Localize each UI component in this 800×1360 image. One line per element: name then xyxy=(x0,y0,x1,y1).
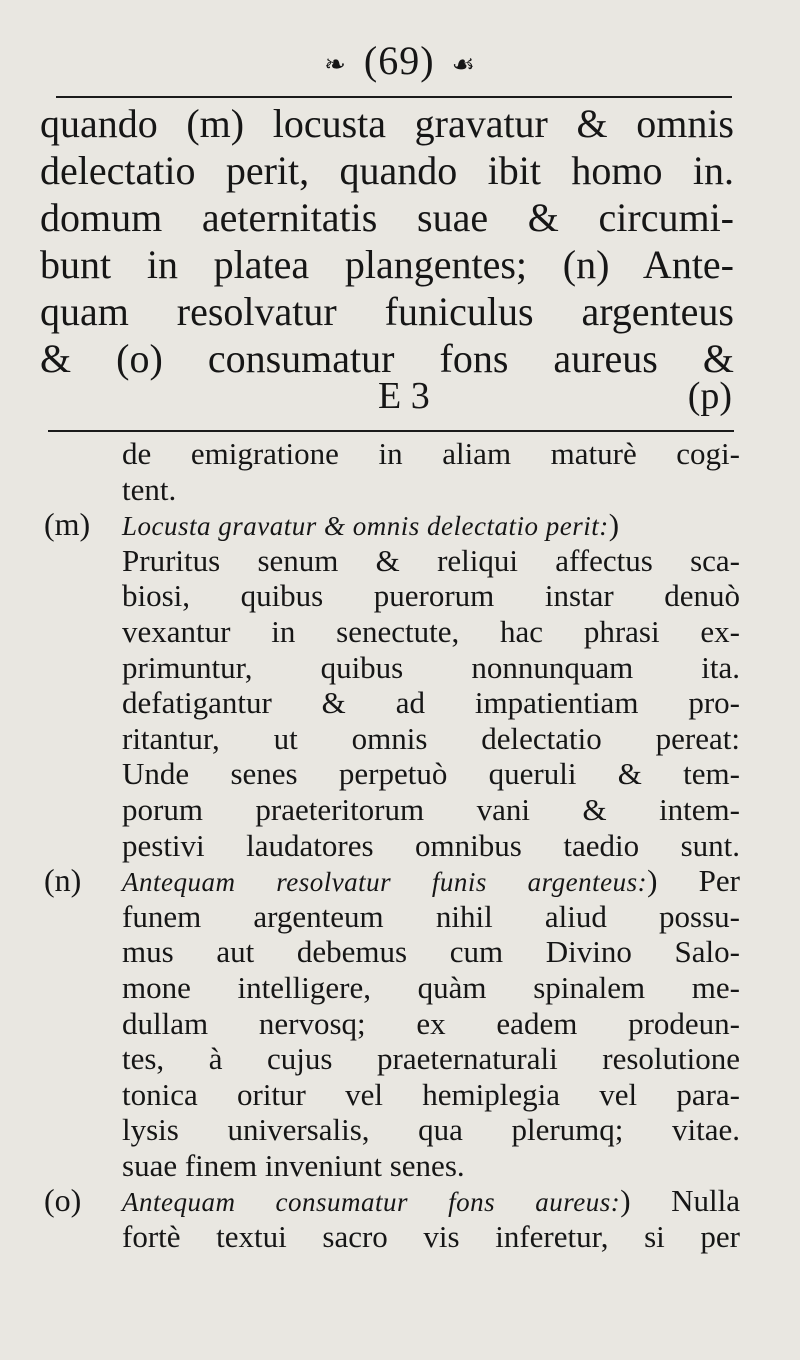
main-line: domum aeternitatis suae & circumi- xyxy=(40,195,734,240)
footnote-line: biosi, quibus puerorum instar denuò xyxy=(122,578,740,614)
footnote-line: defatigantur & ad impatientiam pro- xyxy=(122,685,740,721)
main-line: quando (m) locusta gravatur & omnis xyxy=(40,101,734,146)
page-number: (69) xyxy=(363,38,435,83)
footnote-line: lysis universalis, qua plerumq; vitae. xyxy=(122,1112,740,1148)
footnote-lemma-close: ) Nulla xyxy=(620,1183,740,1219)
main-line: quam resolvatur funiculus argenteus xyxy=(40,289,734,334)
footnote-marker: (n) xyxy=(44,862,82,899)
footnote-line: pestivi laudatores omnibus taedio sunt. xyxy=(122,827,740,863)
footnote-lemma: Locusta gravatur & omnis delectatio perit: xyxy=(122,511,609,542)
footnote-line: porum praeteritorum vani & intem- xyxy=(122,791,740,827)
footnote-marker: (o) xyxy=(44,1182,82,1219)
footnote-line: vexantur in senectute, hac phrasi ex- xyxy=(122,613,740,649)
footnote-lemma-close: ) xyxy=(608,507,620,543)
main-line: bunt in platea plangentes; (n) Ante- xyxy=(40,242,734,287)
footnote-line: mus aut debemus cum Divino Salo- xyxy=(122,934,740,970)
footnote-line: Pruritus senum & reliqui affectus sca- xyxy=(122,542,740,578)
footnote-lemma: Antequam consumatur fons aureus: xyxy=(122,1187,621,1218)
main-text xyxy=(40,100,734,382)
footnote-marker: (m) xyxy=(44,506,91,543)
footnote-line: primuntur, quibus nonnunquam ita. xyxy=(122,649,740,685)
footnote-continuation-line: de emigratione in aliam maturè cogi- xyxy=(122,436,740,471)
footnote-n xyxy=(0,863,800,1183)
footnote-rule xyxy=(48,430,734,432)
main-line: delectatio perit, quando ibit homo in. xyxy=(40,148,734,193)
footnote-line: suae finem inveniunt senes. xyxy=(122,1147,465,1183)
footnote-line: tes, à cujus praeternaturali resolutione xyxy=(122,1041,740,1077)
footnote-line: fortè textui sacro vis inferetur, si per xyxy=(122,1219,740,1255)
footnote-line: ritantur, ut omnis delectatio pereat: xyxy=(122,720,740,756)
page-header xyxy=(0,36,800,90)
ornament-left-icon: ❧ xyxy=(324,49,347,79)
footnote-m xyxy=(0,507,800,863)
signature-mark: E 3 xyxy=(378,375,430,417)
footnote-continuation-line: tent. xyxy=(122,471,177,507)
footnote-line: tonica oritur vel hemiplegia vel para- xyxy=(122,1076,740,1112)
footnote-line: dullam nervosq; ex eadem prodeun- xyxy=(122,1005,740,1041)
footnote-lemma: Antequam resolvatur funis argenteus: xyxy=(122,867,648,898)
footnotes xyxy=(0,436,800,1255)
footnote-o xyxy=(0,1183,800,1254)
header-rule xyxy=(56,96,732,98)
main-line: & (o) consumatur fons aureus & xyxy=(40,336,734,381)
ornament-right-icon: ☙ xyxy=(451,49,476,79)
footnote-line: mone intelligere, quàm spinalem me- xyxy=(122,969,740,1005)
footnote-line: funem argenteum nihil aliud possu- xyxy=(122,898,740,934)
catchword: (p) xyxy=(687,375,732,417)
footnote-lemma-close: ) Per xyxy=(647,863,740,899)
footnote-line: Unde senes perpetuò queruli & tem- xyxy=(122,756,740,792)
